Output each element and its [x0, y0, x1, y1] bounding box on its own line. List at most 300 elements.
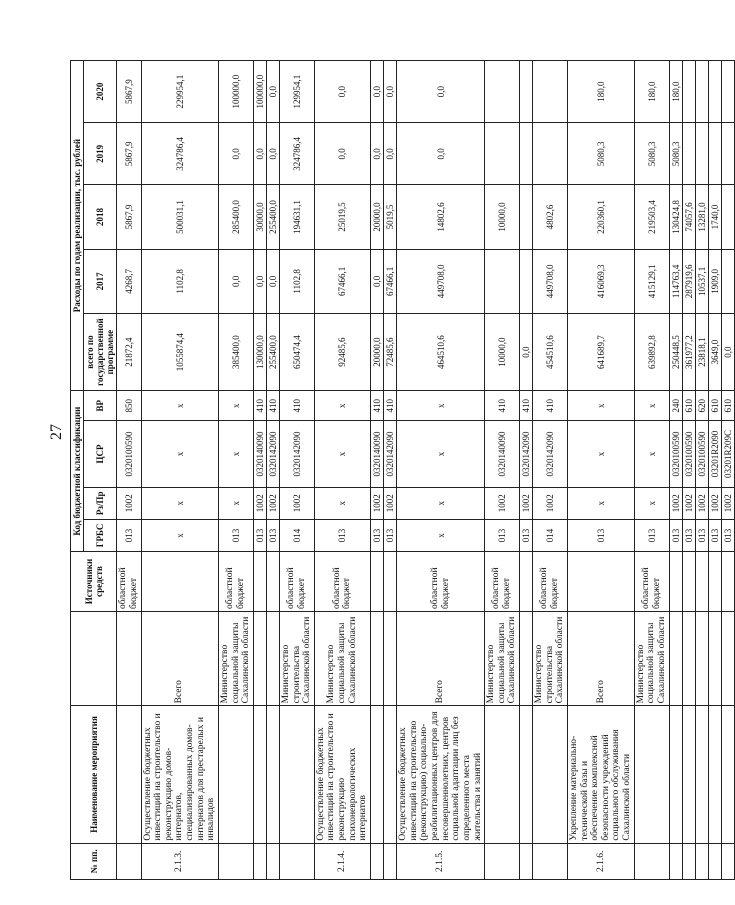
row-num: 2.1.5. [397, 843, 485, 879]
row-total: 130000,0 [253, 314, 266, 391]
row-grbs: 013 [266, 519, 279, 551]
row-2020: 0,0 [370, 61, 383, 123]
row-rzpr: х [567, 487, 634, 519]
row-total: 641689,7 [567, 314, 634, 391]
table-row [695, 61, 708, 880]
row-executor [520, 612, 533, 706]
row-executor: Министерство строительства Сахалинской области [533, 612, 568, 706]
header-name: Наименование мероприятия [71, 706, 117, 843]
row-source [669, 552, 682, 612]
row-2018: 194631,1 [279, 185, 314, 249]
row-vr: х [141, 391, 218, 421]
row-vr: 410 [533, 391, 568, 421]
row-2017 [721, 249, 734, 313]
row-name [682, 706, 695, 843]
row-csr: 0320142090 [520, 421, 533, 487]
row-num [279, 843, 314, 879]
row-grbs: 013 [314, 519, 370, 551]
table-row [279, 61, 314, 880]
row-2017: 449708,0 [397, 249, 485, 313]
row-source [721, 552, 734, 612]
row-grbs: 013 [695, 519, 708, 551]
row-num [520, 843, 533, 879]
table-row [634, 61, 669, 880]
row-rzpr: 1002 [384, 487, 397, 519]
header-vr: ВР [84, 391, 117, 421]
row-rzpr: 1002 [708, 487, 721, 519]
row-2017: 449708,0 [533, 249, 568, 313]
row-csr: х [218, 421, 253, 487]
row-2018: 5019,5 [384, 185, 397, 249]
row-source: областной бюджет [279, 552, 314, 612]
row-total: 0,0 [520, 314, 533, 391]
row-2019: 0,0 [370, 123, 383, 185]
page-number: 27 [48, 424, 65, 440]
row-executor [695, 612, 708, 706]
row-2020: 129954,1 [279, 61, 314, 123]
row-name [370, 706, 383, 843]
row-2017: 0,0 [253, 249, 266, 313]
row-csr: 0320140090 [485, 421, 520, 487]
row-vr: 410 [520, 391, 533, 421]
row-2018: 10000,0 [485, 185, 520, 249]
row-vr: 610 [708, 391, 721, 421]
row-rzpr: 1002 [370, 487, 383, 519]
row-vr: х [634, 391, 669, 421]
row-rzpr: 1002 [721, 487, 734, 519]
row-total: 255400,0 [266, 314, 279, 391]
row-vr: 410 [370, 391, 383, 421]
table-row [682, 61, 695, 880]
header-total: всего по государственной программе [84, 314, 117, 391]
row-2020 [485, 61, 520, 123]
row-source [384, 552, 397, 612]
header-2017: 2017 [84, 249, 117, 313]
row-grbs: 013 [682, 519, 695, 551]
row-grbs: 013 [384, 519, 397, 551]
row-grbs: 013 [520, 519, 533, 551]
row-executor: Всего [141, 612, 218, 706]
table-row [721, 61, 734, 880]
row-2019 [682, 123, 695, 185]
table-body [117, 61, 735, 880]
row-csr: 0320142090 [384, 421, 397, 487]
row-2017: 416069,3 [567, 249, 634, 313]
row-2017: 415129,1 [634, 249, 669, 313]
row-executor [266, 612, 279, 706]
row-grbs: 013 [708, 519, 721, 551]
row-source [520, 552, 533, 612]
row-source [682, 552, 695, 612]
row-total: 454510,6 [533, 314, 568, 391]
row-csr: х [314, 421, 370, 487]
row-2019: 0,0 [397, 123, 485, 185]
row-rzpr: 1002 [266, 487, 279, 519]
row-rzpr: 1002 [520, 487, 533, 519]
row-source: областной бюджет [117, 552, 141, 612]
row-2018: 13281,0 [695, 185, 708, 249]
row-vr: х [218, 391, 253, 421]
header-2019: 2019 [84, 123, 117, 185]
row-2019 [695, 123, 708, 185]
table-row [370, 61, 383, 880]
row-2019: 5080,3 [669, 123, 682, 185]
row-2020 [695, 61, 708, 123]
row-2020: 180,0 [634, 61, 669, 123]
row-vr: 410 [279, 391, 314, 421]
row-vr: 410 [384, 391, 397, 421]
row-name: Осуществление бюджетных инвестиций на строительство (реконструкцию) социально-реабилитационных центров для несовершеннолетних, центров социальной адаптации лиц без определенного места жительства и занятий [397, 706, 485, 843]
table-row [533, 61, 568, 880]
row-2018: 74057,6 [682, 185, 695, 249]
row-name [669, 706, 682, 843]
row-grbs: 013 [218, 519, 253, 551]
row-2020: 0,0 [266, 61, 279, 123]
row-vr: х [567, 391, 634, 421]
row-num [721, 843, 734, 879]
row-vr: х [314, 391, 370, 421]
row-executor: Министерство социальной защиты Сахалинской области [218, 612, 253, 706]
table-row [384, 61, 397, 880]
header-2018: 2018 [84, 185, 117, 249]
row-rzpr: х [314, 487, 370, 519]
row-name [253, 706, 266, 843]
row-2019 [708, 123, 721, 185]
row-2020: 100000,0 [253, 61, 266, 123]
table-row [520, 61, 533, 880]
row-vr: 850 [117, 391, 141, 421]
row-2018: 285400,0 [218, 185, 253, 249]
row-source: областной бюджет [218, 552, 253, 612]
row-name [520, 706, 533, 843]
row-num [533, 843, 568, 879]
row-executor: Всего [567, 612, 634, 706]
row-2017: 1102,8 [141, 249, 218, 313]
row-total: 20000,0 [370, 314, 383, 391]
row-executor [721, 612, 734, 706]
row-executor: Всего [397, 612, 485, 706]
row-source: областной бюджет [397, 552, 485, 612]
row-total: 23818,1 [695, 314, 708, 391]
row-2020: 0,0 [397, 61, 485, 123]
rotated-table-wrapper [70, 60, 733, 880]
row-csr: х [397, 421, 485, 487]
row-grbs: 013 [669, 519, 682, 551]
row-2019 [520, 123, 533, 185]
row-2017: 67466,1 [314, 249, 370, 313]
row-csr: 0320142090 [533, 421, 568, 487]
row-num: 2.1.6. [567, 843, 634, 879]
row-2019: 0,0 [253, 123, 266, 185]
row-csr: 0320100590 [117, 421, 141, 487]
row-2019: 5080,3 [567, 123, 634, 185]
row-2019 [485, 123, 520, 185]
row-total: 361977,2 [682, 314, 695, 391]
row-name [279, 706, 314, 843]
row-2020: 180,0 [669, 61, 682, 123]
row-grbs: 013 [117, 519, 141, 551]
row-2018: 500031,1 [141, 185, 218, 249]
row-rzpr: 1002 [485, 487, 520, 519]
row-grbs: х [141, 519, 218, 551]
row-2018: 255400,0 [266, 185, 279, 249]
row-2017: 1102,8 [279, 249, 314, 313]
row-total: 464510,6 [397, 314, 485, 391]
row-name [266, 706, 279, 843]
header-csr: ЦСР [84, 421, 117, 487]
row-vr: 410 [266, 391, 279, 421]
row-2019: 0,0 [218, 123, 253, 185]
row-vr: 410 [253, 391, 266, 421]
row-name [533, 706, 568, 843]
row-2020 [708, 61, 721, 123]
row-2018: 220360,1 [567, 185, 634, 249]
header-executor [71, 612, 117, 706]
row-2020: 0,0 [314, 61, 370, 123]
row-2017 [485, 249, 520, 313]
row-num [708, 843, 721, 879]
row-csr: 0320100590 [695, 421, 708, 487]
row-num [669, 843, 682, 879]
row-num [218, 843, 253, 879]
row-vr: 610 [682, 391, 695, 421]
row-grbs: х [397, 519, 485, 551]
table-row [708, 61, 721, 880]
row-executor [669, 612, 682, 706]
table-row [141, 61, 218, 880]
row-total: 72485,6 [384, 314, 397, 391]
row-name [384, 706, 397, 843]
row-executor: Министерство социальной защиты Сахалинской области [634, 612, 669, 706]
header-source: Источники средств [71, 552, 117, 612]
row-name [721, 706, 734, 843]
row-total: 250448,5 [669, 314, 682, 391]
row-executor [370, 612, 383, 706]
row-2019: 0,0 [266, 123, 279, 185]
row-2018: 14802,6 [397, 185, 485, 249]
row-num [695, 843, 708, 879]
row-2019: 5080,3 [634, 123, 669, 185]
row-csr: 0320140090 [370, 421, 383, 487]
row-2019: 324786,4 [141, 123, 218, 185]
row-num [682, 843, 695, 879]
table-row [314, 61, 370, 880]
row-rzpr: х [141, 487, 218, 519]
table-row [485, 61, 520, 880]
row-2018: 30000,0 [253, 185, 266, 249]
row-2017 [520, 249, 533, 313]
row-grbs: 013 [370, 519, 383, 551]
row-executor [117, 612, 141, 706]
row-2019: 0,0 [384, 123, 397, 185]
row-2018: 5867,9 [117, 185, 141, 249]
row-source: областной бюджет [485, 552, 520, 612]
row-rzpr: х [634, 487, 669, 519]
row-2017: 1909,0 [708, 249, 721, 313]
row-csr: х [567, 421, 634, 487]
row-2019 [721, 123, 734, 185]
row-2018: 4802,6 [533, 185, 568, 249]
row-2019: 324786,4 [279, 123, 314, 185]
row-total: 92485,6 [314, 314, 370, 391]
row-csr: 03201R209С [721, 421, 734, 487]
row-total: 639892,8 [634, 314, 669, 391]
row-csr: 0320100590 [669, 421, 682, 487]
row-name [218, 706, 253, 843]
row-executor [384, 612, 397, 706]
row-2019: 0,0 [314, 123, 370, 185]
row-grbs: 013 [253, 519, 266, 551]
row-2020 [721, 61, 734, 123]
row-vr: 620 [695, 391, 708, 421]
row-2018: 20000,0 [370, 185, 383, 249]
row-csr: 0320100590 [682, 421, 695, 487]
row-source [266, 552, 279, 612]
row-2017: 0,0 [218, 249, 253, 313]
row-executor: Министерство социальной защиты Сахалинской области [314, 612, 370, 706]
row-source [695, 552, 708, 612]
row-num: 2.1.4. [314, 843, 370, 879]
expenses-table [70, 60, 735, 880]
row-2017: 0,0 [266, 249, 279, 313]
row-2020: 0,0 [384, 61, 397, 123]
row-rzpr: 1002 [533, 487, 568, 519]
row-2018 [520, 185, 533, 249]
row-executor [253, 612, 266, 706]
table-row [253, 61, 266, 880]
row-csr: 0320140090 [253, 421, 266, 487]
table-row [669, 61, 682, 880]
row-csr: 03201R2090 [708, 421, 721, 487]
header-grbs: ГРБС [84, 519, 117, 551]
row-2019 [533, 123, 568, 185]
row-vr: 240 [669, 391, 682, 421]
header-num: № пп. [71, 843, 117, 879]
row-executor [708, 612, 721, 706]
row-grbs: 013 [721, 519, 734, 551]
row-name [634, 706, 669, 843]
row-2020 [533, 61, 568, 123]
row-name: Осуществление бюджетных инвестиций на строительство и реконструкцию домов-интернатов, специализированных домов-интернатов для престарелых и инвалидов [141, 706, 218, 843]
row-name: Укрепление материально-технической базы и обеспечение комплексной безопасности учреждений социального обслуживания Сахалинской области [567, 706, 634, 843]
row-executor: Министерство строительства Сахалинской области [279, 612, 314, 706]
row-2018 [721, 185, 734, 249]
row-total: 3649,0 [708, 314, 721, 391]
row-rzpr: х [397, 487, 485, 519]
row-num [253, 843, 266, 879]
row-grbs: 013 [567, 519, 634, 551]
row-2017: 4268,7 [117, 249, 141, 313]
row-2020: 100000,0 [218, 61, 253, 123]
row-rzpr: 1002 [669, 487, 682, 519]
row-2020 [682, 61, 695, 123]
header-row-1 [71, 61, 84, 880]
row-name [695, 706, 708, 843]
row-csr: 0320142090 [279, 421, 314, 487]
row-num [117, 843, 141, 879]
row-num [266, 843, 279, 879]
row-2018: 1740,0 [708, 185, 721, 249]
row-source [708, 552, 721, 612]
table-row [567, 61, 634, 880]
row-rzpr: 1002 [682, 487, 695, 519]
row-2017: 10537,1 [695, 249, 708, 313]
row-name [485, 706, 520, 843]
row-2017: 0,0 [370, 249, 383, 313]
table-row [117, 61, 141, 880]
row-name [708, 706, 721, 843]
row-grbs: 013 [485, 519, 520, 551]
row-source [567, 552, 634, 612]
row-csr: х [141, 421, 218, 487]
row-2018: 130424,8 [669, 185, 682, 249]
row-2017: 287919,6 [682, 249, 695, 313]
row-source: областной бюджет [314, 552, 370, 612]
row-vr: 610 [721, 391, 734, 421]
row-2020: 5867,9 [117, 61, 141, 123]
header-rzpr: Рз/Пр [84, 487, 117, 519]
row-rzpr: 1002 [279, 487, 314, 519]
row-total: 10000,0 [485, 314, 520, 391]
row-name [117, 706, 141, 843]
row-vr: х [397, 391, 485, 421]
row-rzpr: 1002 [117, 487, 141, 519]
row-2020: 180,0 [567, 61, 634, 123]
row-csr: 0320142090 [266, 421, 279, 487]
row-total: 650474,4 [279, 314, 314, 391]
row-source [253, 552, 266, 612]
row-num: 2.1.3. [141, 843, 218, 879]
row-2020: 229954,1 [141, 61, 218, 123]
row-num [634, 843, 669, 879]
row-grbs: 014 [279, 519, 314, 551]
row-2019: 5867,9 [117, 123, 141, 185]
row-2017: 67466,1 [384, 249, 397, 313]
table-row [266, 61, 279, 880]
row-name: Осуществление бюджетных инвестиций на строительство и реконструкцию психоневрологических интернатов [314, 706, 370, 843]
row-rzpr: 1002 [253, 487, 266, 519]
row-grbs: 014 [533, 519, 568, 551]
table-row [397, 61, 485, 880]
row-source: областной бюджет [634, 552, 669, 612]
row-grbs: 013 [634, 519, 669, 551]
row-total: 0,0 [721, 314, 734, 391]
row-2018: 219503,4 [634, 185, 669, 249]
row-source [141, 552, 218, 612]
row-2018: 25019,5 [314, 185, 370, 249]
row-total: 1055874,4 [141, 314, 218, 391]
header-2020: 2020 [84, 61, 117, 123]
row-csr: х [634, 421, 669, 487]
row-2017: 114763,4 [669, 249, 682, 313]
row-num [384, 843, 397, 879]
row-total: 21872,4 [117, 314, 141, 391]
table-row [218, 61, 253, 880]
row-num [370, 843, 383, 879]
row-executor [682, 612, 695, 706]
row-rzpr: 1002 [695, 487, 708, 519]
row-vr: 410 [485, 391, 520, 421]
header-expenses: Расходы по годам реализации, тыс. рублей [71, 61, 84, 391]
row-num [485, 843, 520, 879]
header-budget-class: Код бюджетной классификации [71, 391, 84, 552]
row-source [370, 552, 383, 612]
row-total: 385400,0 [218, 314, 253, 391]
row-rzpr: х [218, 487, 253, 519]
row-source: областной бюджет [533, 552, 568, 612]
row-executor: Министерство социальной защиты Сахалинской области [485, 612, 520, 706]
row-2020 [520, 61, 533, 123]
